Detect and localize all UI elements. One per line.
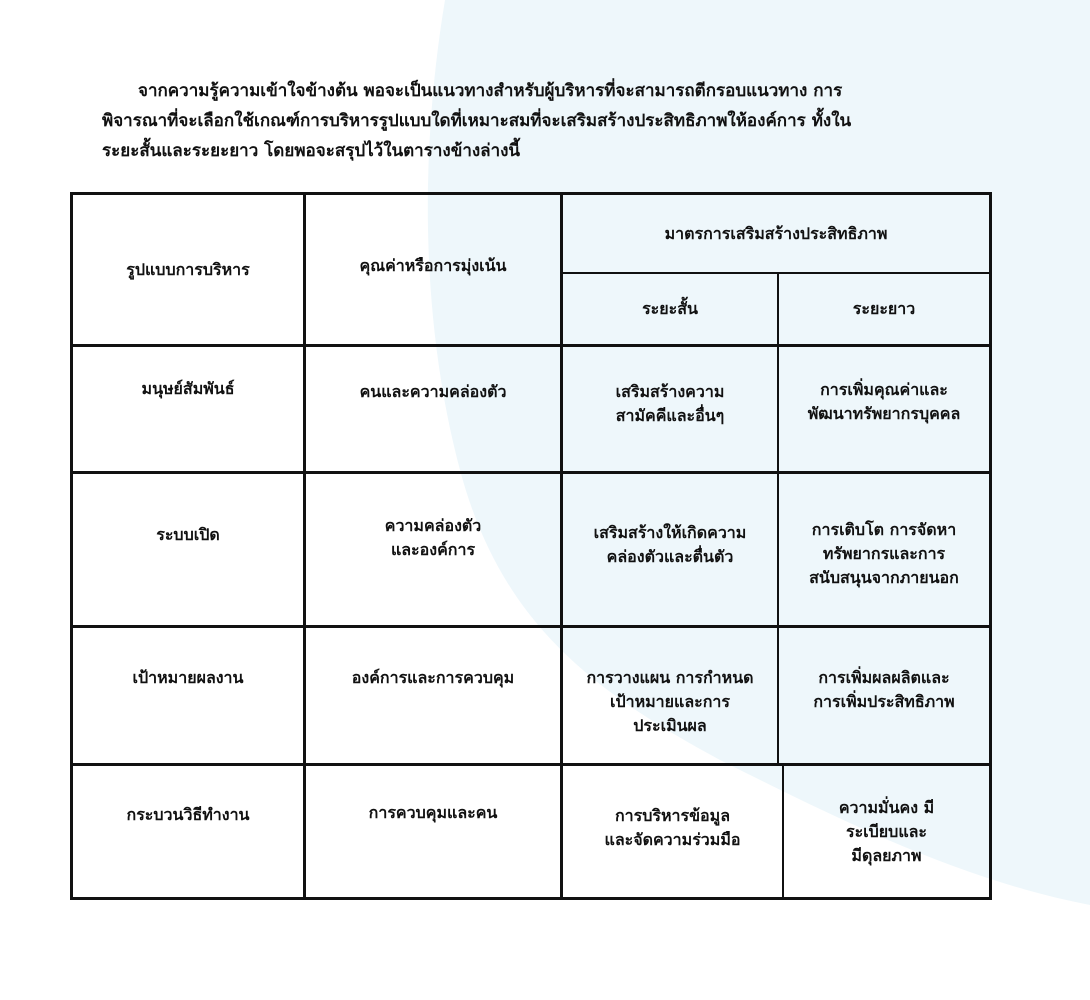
intro-line: จากความรู้ความเข้าใจข้างต้น พอจะเป็นแนวทางสำหรับผู้บริหารที่จะสามารถตีกรอบแนวทาง การ: [138, 81, 843, 101]
row3-short-term-line: เป้าหมายและการ: [609, 692, 731, 711]
header-measures-label: มาตรการเสริมสร้างประสิทธิภาพ: [664, 223, 888, 243]
row3-long-term-line: การเพิ่มผลผลิตและ: [818, 668, 950, 687]
row2-long-term: [779, 474, 989, 625]
row4-long-term-line: ความมั่นคง มี: [838, 798, 935, 817]
row2-value-line: ความคล่องตัว: [384, 516, 482, 535]
header-model: [73, 195, 303, 344]
header-long-term: [779, 274, 989, 344]
row2-model: [73, 474, 303, 625]
row2-long-term-line: สนับสนุนจากภายนอก: [809, 568, 959, 587]
header-long-term-label: ระยะยาว: [852, 299, 916, 318]
row4-long-term-line: มีดุลยภาพ: [851, 846, 922, 865]
row1-model: [73, 347, 303, 471]
row1-long-term: [779, 347, 989, 471]
row2-long-term-line: ทรัพยากรและการ: [822, 544, 946, 563]
row2-long-term-line: การเติบโต การจัดหา: [811, 520, 957, 539]
row1-short-term: [563, 347, 777, 471]
row1-long-term-line: การเพิ่มคุณค่าและ: [820, 380, 948, 399]
row4-model: [73, 766, 303, 897]
summary-table: [70, 192, 992, 900]
row4-value: [306, 766, 560, 897]
row4-short-term: [563, 766, 782, 897]
row4-value-line: การควบคุมและคน: [368, 803, 498, 822]
intro-line: พิจารณาที่จะเลือกใช้เกณฑ์การบริหารรูปแบบใดที่เหมาะสมที่จะเสริมสร้างประสิทธิภาพให้องค์การ ทั้งใน: [102, 111, 852, 131]
row3-value-line: องค์การและการควบคุม: [351, 668, 515, 687]
row2-value-line: และองค์การ: [390, 540, 476, 559]
intro-paragraph: [102, 76, 982, 166]
row4-short-term-line: การบริหารข้อมูล: [614, 806, 731, 825]
table-border-bottom: [70, 897, 992, 900]
row3-long-term: [779, 628, 989, 763]
row1-short-term-line: เสริมสร้างความ: [615, 382, 725, 401]
row2-short-term: [563, 474, 777, 625]
row4-long-term: [784, 766, 989, 897]
row3-short-term: [563, 628, 777, 763]
header-model-label: รูปแบบการบริหาร: [126, 259, 250, 279]
row2-model-text: ระบบเปิด: [156, 525, 220, 544]
row3-model: [73, 628, 303, 763]
row3-value: [306, 628, 560, 763]
row4-short-term-line: และจัดความร่วมมือ: [604, 830, 741, 849]
header-value: [306, 195, 560, 344]
intro-line: ระยะสั้นและระยะยาว โดยพอจะสรุปไว้ในตารางข้างล่างนี้: [102, 141, 521, 161]
row2-value: [306, 474, 560, 625]
row1-model-text: มนุษย์สัมพันธ์: [141, 379, 235, 398]
header-measures: [563, 195, 989, 272]
row3-long-term-line: การเพิ่มประสิทธิภาพ: [813, 692, 955, 711]
header-short-term: [563, 274, 777, 344]
table-border-right: [989, 192, 992, 900]
row4-long-term-line: ระเบียบและ: [845, 822, 928, 841]
row1-value-line: คนและความคล่องตัว: [359, 382, 507, 401]
row2-short-term-line: คล่องตัวและตื่นตัว: [606, 547, 734, 566]
row1-long-term-line: พัฒนาทรัพยากรบุคคล: [807, 404, 961, 423]
row3-short-term-line: การวางแผน การกำหนด: [586, 668, 754, 687]
header-short-term-label: ระยะสั้น: [642, 299, 698, 318]
row1-short-term-line: สามัคคีและอื่นๆ: [615, 406, 725, 425]
row1-value: [306, 347, 560, 471]
row3-short-term-line: ประเมินผล: [633, 716, 707, 735]
row3-model-text: เป้าหมายผลงาน: [132, 668, 244, 687]
row4-model-text: กระบวนวิธีทำงาน: [126, 805, 250, 824]
row2-short-term-line: เสริมสร้างให้เกิดความ: [593, 523, 747, 542]
header-value-label: คุณค่าหรือการมุ่งเน้น: [359, 255, 507, 275]
